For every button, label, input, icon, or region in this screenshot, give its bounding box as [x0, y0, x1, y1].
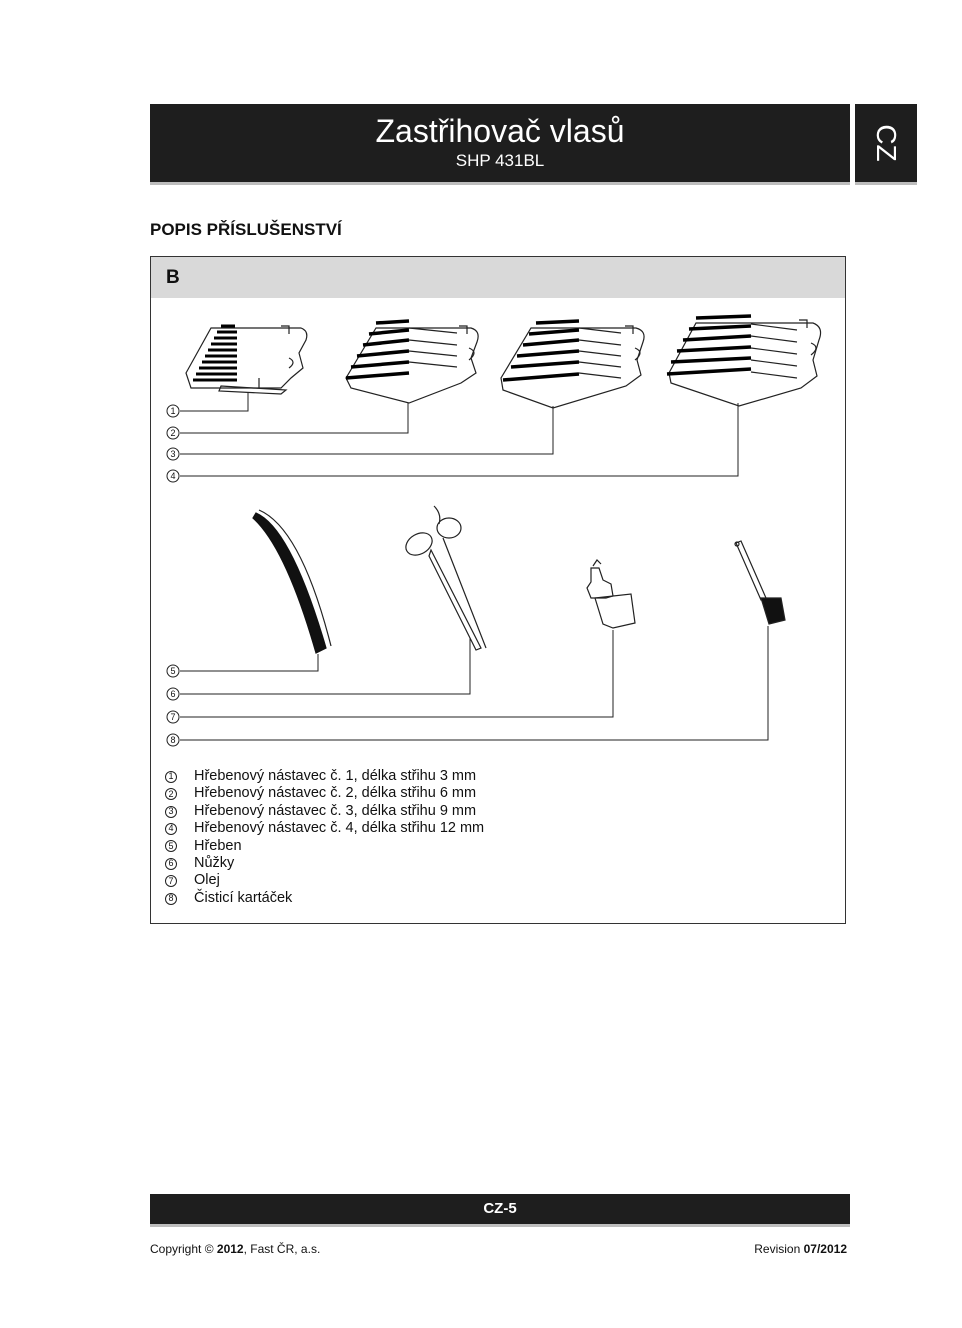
- legend-item: [165, 768, 484, 785]
- legend-number: 6: [165, 858, 177, 870]
- callout-5-number: 5: [170, 666, 176, 676]
- legend-text: Hřebenový nástavec č. 3, délka střihu 9 mm: [194, 802, 477, 819]
- figure-label: B: [166, 267, 180, 288]
- legend-number: 8: [165, 893, 177, 905]
- model-number: SHP 431BL: [455, 151, 545, 170]
- callout-7-number: 7: [170, 712, 176, 722]
- legend-text: Hřebenový nástavec č. 1, délka střihu 3 mm: [194, 768, 477, 784]
- callout-4-number: 4: [170, 471, 176, 481]
- accessories-illustration: [151, 298, 845, 768]
- page-number-bar: [150, 1194, 850, 1224]
- section-title: POPIS PŘÍSLUŠENSTVÍ: [150, 220, 342, 239]
- language-code: CZ: [871, 124, 902, 162]
- figure-box: [150, 256, 846, 924]
- callout-8-number: 8: [170, 735, 176, 745]
- legend-number: 1: [165, 771, 177, 783]
- copyright-prefix: Copyright ©: [150, 1242, 214, 1256]
- callout-6: [167, 688, 179, 700]
- callout-5: [167, 665, 179, 677]
- header-bar: [150, 104, 850, 182]
- legend-item: [165, 803, 484, 820]
- legend-item: [165, 855, 484, 872]
- legend-item: [165, 872, 484, 889]
- legend-text: Hřebenový nástavec č. 4, délka střihu 12 mm: [194, 820, 485, 837]
- callout-3: [167, 448, 179, 460]
- revision-notice: [754, 1242, 847, 1256]
- legend-list: [165, 768, 484, 907]
- legend-item: [165, 838, 484, 855]
- legend-number: 2: [165, 788, 177, 800]
- copyright-year: 2012: [216, 1242, 244, 1256]
- legend-text: Olej: [194, 872, 220, 889]
- callout-8: [167, 734, 179, 746]
- legend-text: Čisticí kartáček: [194, 889, 293, 906]
- copyright-company: , Fast ČR, a.s.: [243, 1242, 321, 1256]
- legend-item: [165, 785, 484, 802]
- comb-attachment-1-illustration: [186, 326, 307, 394]
- callout-2-number: 2: [170, 428, 176, 438]
- callout-1: [167, 405, 179, 417]
- cleaning-brush-illustration: [735, 541, 785, 624]
- callout-1-number: 1: [170, 406, 176, 416]
- hair-comb-illustration: [253, 510, 331, 653]
- page-title: Zastřihovač vlasů: [375, 113, 625, 149]
- legend-text: Hřeben: [194, 837, 242, 854]
- legend-number: 4: [165, 823, 177, 835]
- legend-number: 7: [165, 875, 177, 887]
- oil-bottle-illustration: [587, 560, 635, 628]
- language-tab: [855, 104, 917, 182]
- callout-2: [167, 427, 179, 439]
- comb-attachment-4-illustration: [667, 316, 821, 406]
- callout-7: [167, 711, 179, 723]
- legend-number: 3: [165, 806, 177, 818]
- comb-attachment-2-illustration: [346, 321, 478, 403]
- page-number: CZ-5: [483, 1200, 517, 1217]
- revision-value: 07/2012: [803, 1242, 847, 1256]
- callout-lines-bottom: [180, 626, 768, 740]
- callout-4: [167, 470, 179, 482]
- legend-item: [165, 820, 484, 837]
- scissors-illustration: [402, 506, 486, 650]
- callout-lines-top: [180, 393, 738, 476]
- comb-attachment-3-illustration: [501, 321, 644, 408]
- legend-item: [165, 890, 484, 907]
- copyright-notice: [150, 1242, 320, 1256]
- legend-text: Nůžky: [194, 855, 235, 872]
- legend-number: 5: [165, 840, 177, 852]
- figure-header: [151, 257, 845, 298]
- callout-3-number: 3: [170, 449, 176, 459]
- callout-6-number: 6: [170, 689, 176, 699]
- revision-label: Revision: [754, 1242, 801, 1256]
- legend-text: Hřebenový nástavec č. 2, délka střihu 6 mm: [194, 785, 477, 802]
